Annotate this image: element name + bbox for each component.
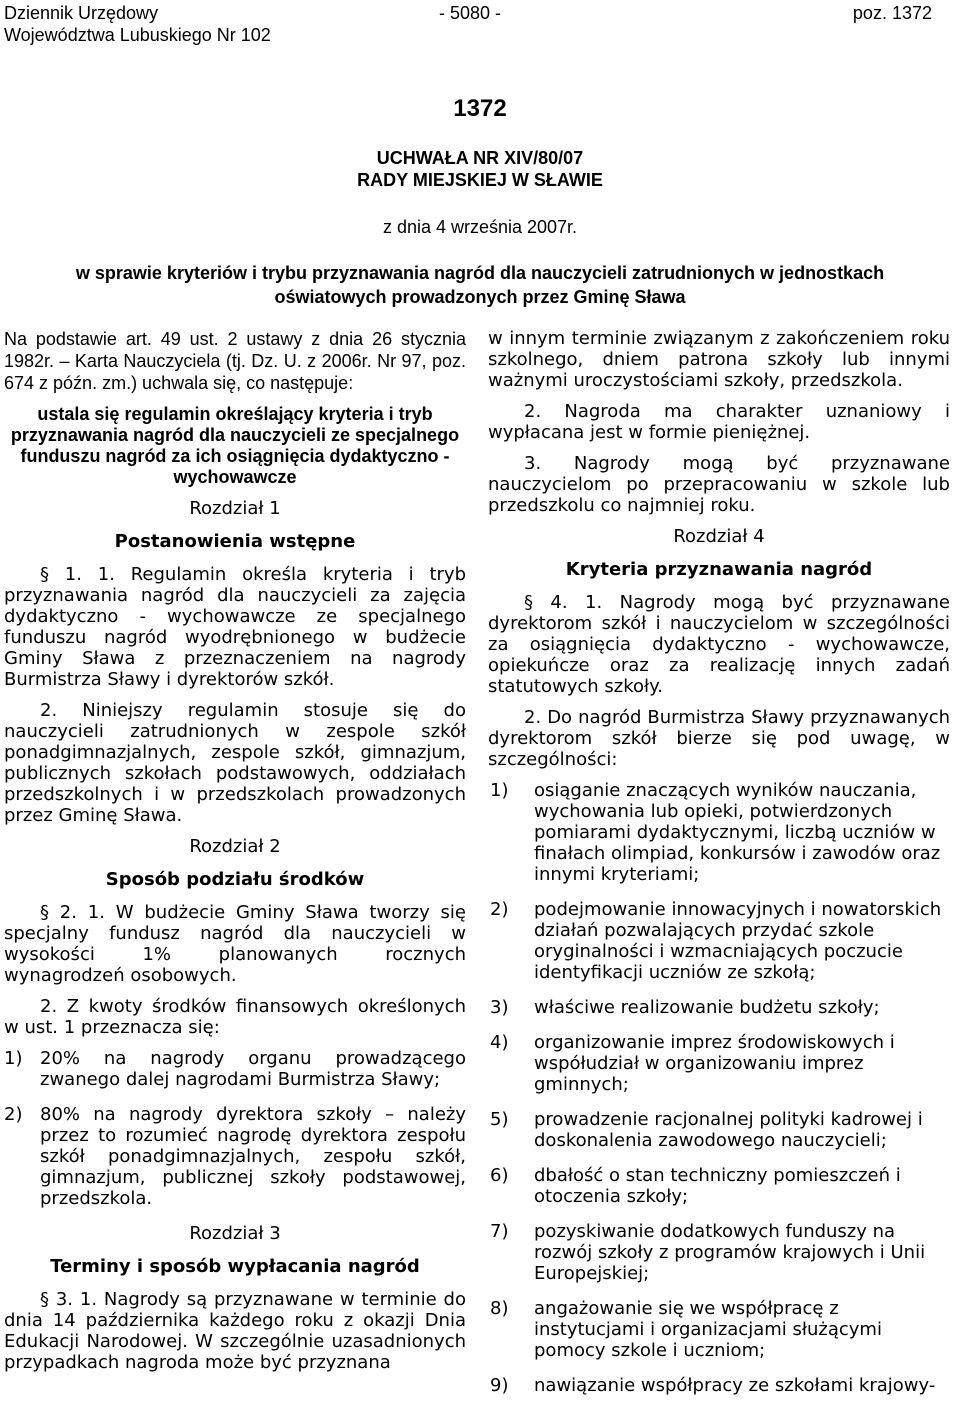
list-item-number: 4) [490,1032,509,1053]
paragraph-3-1-continued: w innym terminie związanym z zakończeniem roku szkolnego, dniem patrona szkoły lub innymi ważnymi uroczystościami szkoły, przedszkola. [488,328,950,391]
list-item [488,997,950,1018]
list-item [488,780,950,885]
paragraph-4-1: § 4. 1. Nagrody mogą być przyznawane dyrektorom szkół i nauczycielom w szczególności za osiągnięcia dydaktyczno - wychowawcze, opiekuńcze oraz za realizację innych zadań statutowych szkoły. [488,592,950,697]
list-item-text: 20% na nagrody organu prowadzącego zwanego dalej nagrodami Burmistrza Sławy; [40,1048,466,1090]
preamble: Na podstawie art. 49 ust. 2 ustawy z dnia 26 stycznia 1982r. – Karta Nauczyciela (tj. Dz. U. z 2006r. Nr 97, poz. 674 z późn. zm.) uchwala się, co następuje: [4,329,466,393]
paragraph-3-2: 2. Nagroda ma charakter uznaniowy i wypłacana jest w formie pieniężnej. [488,401,950,443]
list-item-number: 6) [490,1165,509,1186]
list-item-text: organizowanie imprez środowiskowych i współudział w organizowaniu imprez gminnych; [534,1032,895,1095]
resolution-statement: ustala się regulamin określający kryteria i tryb przyznawania nagród dla nauczycieli ze specjalnego funduszu nagród za ich osiągnięcia dydaktyczno - wychowawcze [10,404,460,487]
position-number: poz. 1372 [852,3,932,23]
chapter-3-title: Terminy i sposób wypłacania nagród [50,1256,420,1277]
list-item-number: 2) [490,899,509,920]
list-item-number: 3) [490,997,509,1018]
chapter-2-title: Sposób podziału środków [105,869,365,890]
list-item [488,1298,950,1361]
list-item-number: 7) [490,1221,509,1242]
chapter-2-label: Rozdział 2 [189,836,281,857]
header-journal-line2: Województwa Lubuskiego Nr 102 [4,25,271,45]
chapter-1-title: Postanowienia wstępne [114,531,356,552]
paragraph-1-1: § 1. 1. Regulamin określa kryteria i tryb przyznawania nagród dla nauczycieli za zajęcia dydaktyczno - wychowawcze ze specjalnego funduszu nagród wyodrębnionego w budżecie Gminy Sława z przeznaczeniem na nagrody Burmistrza Sławy i dyrektorów szkół. [4,564,466,690]
list-item-text: podejmowanie innowacyjnych i nowatorskich działań pozwalających przydać szkole oryginalności i wzmacniających poczucie identyfikacji uczniów ze szkołą; [534,899,942,983]
paragraph-4-2: 2. Do nagród Burmistrza Sławy przyznawanych dyrektorom szkół bierze się pod uwagę, w szczególności: [488,707,950,770]
list-item-text: osiąganie znaczących wyników nauczania, wychowania lub opieki, potwierdzonych pomiarami dydaktycznymi, liczbą uczniów w finałach olimpiad, konkursów i zawodów oraz innymi kryteriami; [534,780,941,885]
list-item-text: angażowanie się we współpracę z instytucjami i organizacjami służącymi pomocy szkole i uczniom; [534,1298,882,1361]
list-item [488,1109,950,1151]
paragraph-2-1: § 2. 1. W budżecie Gminy Sława tworzy się specjalny fundusz nagród dla nauczycieli w wysokości 1% planowanych rocznych wynagrodzeń osobowych. [4,902,466,986]
paragraph-3-1: § 3. 1. Nagrody są przyznawane w terminie do dnia 14 października każdego roku z okazji Dnia Edukacji Narodowej. W szczególnie uzasadnionych przypadkach nagroda może być przyznana [4,1289,466,1373]
list-item-number: 5) [490,1109,509,1130]
list-item-number: 2) [4,1104,23,1125]
list-item [488,1032,950,1095]
chapter-1-label: Rozdział 1 [189,498,281,519]
list-item [488,1165,950,1207]
paragraph-1-2: 2. Niniejszy regulamin stosuje się do nauczycieli zatrudnionych w zespole szkół ponadgimnazjalnych, zespole szkół, gimnazjum, publicznych szkołach podstawowych, oddziałach przedszkolnych i w przedszkolach prowadzonych przez Gminę Sława. [4,700,466,826]
left-column [4,328,466,1383]
list-item-text: nawiązanie współpracy ze szkołami krajowy- [534,1375,936,1396]
list-item [488,899,950,983]
list-item-text: pozyskiwanie dodatkowych funduszy na rozwój szkoły z programów krajowych i Unii Europejskiej; [534,1221,926,1284]
list-item-number: 1) [490,780,509,801]
header-journal [4,2,271,46]
list-item-number: 9) [490,1375,509,1396]
resolution-title-line2: RADY MIEJSKIEJ W SŁAWIE [357,170,603,190]
list-item-text: 80% na nagrody dyrektora szkoły – należy przez to rozumieć nagrodę dyrektora zespołu szkół ponadgimnazjalnych, zespołu szkół, gimnazjum, publicznej szkoły podstawowej, przedszkola. [40,1104,466,1209]
list-item [4,1104,466,1209]
resolution-subject: w sprawie kryteriów i trybu przyznawania nagród dla nauczycieli zatrudnionych w jednostkach oświatowych prowadzonych przez Gminę Sława [75,263,885,307]
list-item [488,1375,950,1396]
document-number: 1372 [453,95,507,122]
chapter-3-label: Rozdział 3 [189,1223,281,1244]
chapter-4-title: Kryteria przyznawania nagród [565,559,873,580]
right-column [488,328,950,1410]
resolution-date: z dnia 4 września 2007r. [382,217,578,237]
paragraph-2-2: 2. Z kwoty środków finansowych określonych w ust. 1 przeznacza się: [4,996,466,1038]
chapter-4-label: Rozdział 4 [673,526,765,547]
list-item [488,1221,950,1284]
list-item [4,1048,466,1090]
resolution-title [0,147,960,191]
list-item-number: 1) [4,1048,23,1069]
list-item-text: prowadzenie racjonalnej polityki kadrowej i doskonalenia zawodowego nauczycieli; [534,1109,923,1151]
header-journal-line1: Dziennik Urzędowy [4,3,159,23]
page-number: - 5080 - [438,3,502,23]
paragraph-3-3: 3. Nagrody mogą być przyznawane nauczycielom po przepracowaniu w szkole lub przedszkolu co najmniej roku. [488,453,950,516]
list-item-number: 8) [490,1298,509,1319]
list-item-text: dbałość o stan techniczny pomieszczeń i otoczenia szkoły; [534,1165,901,1207]
resolution-title-line1: UCHWAŁA NR XIV/80/07 [376,148,584,168]
list-item-text: właściwe realizowanie budżetu szkoły; [534,997,880,1018]
